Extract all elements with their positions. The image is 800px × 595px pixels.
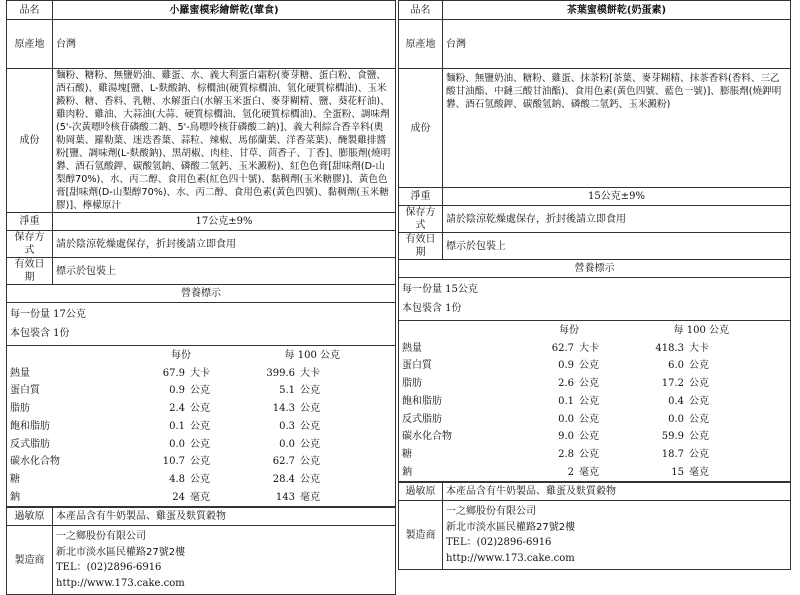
name-label: 品名 xyxy=(7,1,53,20)
manufacturer-info xyxy=(443,501,791,570)
servings-per-pack: 本包裝含 1份 xyxy=(402,303,462,314)
nutrition-grid xyxy=(7,346,395,506)
nutrient-per-100g: 15 xyxy=(671,466,684,478)
allergen-label: 過敏原 xyxy=(7,508,53,526)
nutrient-per-100g: 62.7 xyxy=(272,456,295,468)
storage-label: 保存方式 xyxy=(399,206,443,233)
nutrient-per-serving: 2 xyxy=(567,466,574,478)
nutrition-grid xyxy=(399,321,790,481)
origin-value: 台灣 xyxy=(443,20,791,69)
nutrient-name: 糖 xyxy=(402,448,412,460)
ingredients-label: 成份 xyxy=(7,69,53,213)
serving-size: 每一份量 17公克 xyxy=(10,309,86,320)
allergen-label: 過敏原 xyxy=(399,483,443,501)
nutrient-per-serving: 0.1 xyxy=(169,420,185,432)
nutrient-name: 飽和脂肪 xyxy=(10,420,50,432)
ingredients-label: 成份 xyxy=(399,69,443,188)
spec-table xyxy=(6,0,396,303)
nutrient-unit: 公克 xyxy=(579,413,599,425)
nutrient-name: 熱量 xyxy=(402,342,422,354)
nutrient-per-100g: 0.4 xyxy=(668,395,684,407)
nutrient-name: 蛋白質 xyxy=(402,360,432,372)
nutrient-per-serving: 0.1 xyxy=(558,395,574,407)
nutrient-per-serving: 62.7 xyxy=(551,342,574,354)
nutrient-unit: 公克 xyxy=(689,448,709,460)
manufacturer-info xyxy=(53,526,396,595)
nutrient-unit: 大卡 xyxy=(579,342,599,354)
nutrient-unit: 公克 xyxy=(689,378,709,390)
nutrient-per-100g: 18.7 xyxy=(661,448,684,460)
nutrient-unit: 公克 xyxy=(689,360,709,372)
manufacturer-tel: TEL：(02)2896-6916 xyxy=(56,562,162,574)
nutrient-per-serving: 0.9 xyxy=(169,385,185,397)
nutrient-unit: 公克 xyxy=(300,385,320,397)
nutrient-name: 碳水化合物 xyxy=(402,431,452,443)
expiry-label: 有效日期 xyxy=(399,233,443,260)
nutrient-per-100g: 28.4 xyxy=(272,473,295,485)
serving-info xyxy=(399,278,790,321)
nutrient-unit: 公克 xyxy=(190,456,210,468)
footer-table xyxy=(398,482,791,570)
ingredients-value: 麵粉、無鹽奶油、糖粉、雞蛋、抹茶粉[茶葉、麥芽糊精、抹茶香料(香料、三乙酸甘油酯、中鏈三酸甘油酯)、食用色素(黃色四號、藍色一號)]、膨脹劑(燒鉀明礬、酒石氫酸鉀、碳酸氫鈉、磷酸二氫鈣、玉米澱粉) xyxy=(443,69,791,188)
nutrient-unit: 毫克 xyxy=(579,466,599,478)
allergen-value: 本產品含有牛奶製品、雞蛋及麩質穀物 xyxy=(53,508,396,526)
nutrient-per-100g: 0.0 xyxy=(279,438,295,450)
per-serving-header: 每份 xyxy=(559,325,579,336)
nutrient-unit: 公克 xyxy=(300,473,320,485)
nutrient-per-serving: 4.8 xyxy=(169,473,185,485)
per-serving-header: 每份 xyxy=(171,350,191,361)
servings-per-pack: 本包裝含 1份 xyxy=(10,328,70,339)
manufacturer-address: 新北市淡水區民權路27號2樓 xyxy=(446,521,576,533)
nutrition-title: 營養標示 xyxy=(399,260,791,278)
nutrient-per-100g: 143 xyxy=(275,491,295,503)
footer-table xyxy=(6,507,396,595)
nutrient-name: 反式脂肪 xyxy=(402,413,442,425)
nutrient-per-serving: 0.9 xyxy=(558,360,574,372)
net-weight-value: 15公克±9% xyxy=(443,188,791,206)
nutrient-per-serving: 67.9 xyxy=(162,367,185,379)
nutrient-name: 反式脂肪 xyxy=(10,438,50,450)
manufacturer-address: 新北市淡水區民權路27號2樓 xyxy=(56,546,186,558)
nutrient-name: 糖 xyxy=(10,473,20,485)
nutrient-per-100g: 0.3 xyxy=(279,420,295,432)
nutrient-per-100g: 418.3 xyxy=(655,342,684,354)
nutrient-unit: 公克 xyxy=(689,413,709,425)
allergen-value: 本產品含有牛奶製品、雞蛋及麩質穀物 xyxy=(443,483,791,501)
nutrient-per-serving: 2.6 xyxy=(558,378,574,390)
nutrient-per-100g: 14.3 xyxy=(272,403,295,415)
nutrient-per-serving: 0.0 xyxy=(169,438,185,450)
nutrient-unit: 公克 xyxy=(579,431,599,443)
nutrient-unit: 公克 xyxy=(689,395,709,407)
nutrient-unit: 公克 xyxy=(190,438,210,450)
nutrient-unit: 毫克 xyxy=(300,491,320,503)
nutrient-unit: 公克 xyxy=(579,360,599,372)
per-100g-header: 每 100 公克 xyxy=(284,350,340,361)
manufacturer-company: 一之鄉股份有限公司 xyxy=(446,506,536,518)
nutrient-unit: 公克 xyxy=(190,473,210,485)
manufacturer-label: 製造商 xyxy=(7,526,53,595)
nutrient-per-100g: 0.0 xyxy=(668,413,684,425)
storage-label: 保存方式 xyxy=(7,231,53,258)
nutrient-per-100g: 17.2 xyxy=(661,378,684,390)
expiry-label: 有效日期 xyxy=(7,258,53,285)
serving-info xyxy=(7,303,395,346)
manufacturer-url: http://www.173.cake.com xyxy=(56,577,185,589)
nutrient-name: 鈉 xyxy=(10,491,20,503)
nutrient-per-serving: 0.0 xyxy=(558,413,574,425)
product-name: 小羅蜜模彩繪餅乾(葷食) xyxy=(53,1,396,20)
manufacturer-tel: TEL：(02)2896-6916 xyxy=(446,537,552,549)
nutrient-unit: 公克 xyxy=(579,378,599,390)
nutrient-per-serving: 10.7 xyxy=(162,456,185,468)
manufacturer-company: 一之鄉股份有限公司 xyxy=(56,531,146,543)
nutrient-name: 蛋白質 xyxy=(10,385,40,397)
nutrient-name: 熱量 xyxy=(10,367,30,379)
serving-size: 每一份量 15公克 xyxy=(402,284,478,295)
product-sheet-left xyxy=(6,0,396,595)
nutrient-name: 脂肪 xyxy=(10,403,30,415)
per-100g-header: 每 100 公克 xyxy=(673,325,729,336)
nutrition-panel xyxy=(398,278,791,482)
nutrient-unit: 公克 xyxy=(300,438,320,450)
manufacturer-label: 製造商 xyxy=(399,501,443,570)
nutrient-per-serving: 2.4 xyxy=(169,403,185,415)
net-weight-label: 淨重 xyxy=(399,188,443,206)
nutrition-panel xyxy=(6,303,396,507)
nutrient-unit: 公克 xyxy=(190,385,210,397)
nutrient-per-100g: 5.1 xyxy=(279,385,295,397)
nutrient-unit: 公克 xyxy=(300,420,320,432)
nutrition-title: 營養標示 xyxy=(7,285,396,303)
storage-value: 請於陰涼乾燥處保存，折封後請立即食用 xyxy=(443,206,791,233)
name-label: 品名 xyxy=(399,1,443,20)
nutrient-unit: 公克 xyxy=(300,456,320,468)
net-weight-label: 淨重 xyxy=(7,213,53,231)
nutrient-unit: 公克 xyxy=(579,395,599,407)
product-sheet-right xyxy=(398,0,791,570)
expiry-value: 標示於包裝上 xyxy=(443,233,791,260)
storage-value: 請於陰涼乾燥處保存，折封後請立即食用 xyxy=(53,231,396,258)
origin-label: 原產地 xyxy=(7,20,53,69)
nutrient-name: 碳水化合物 xyxy=(10,456,60,468)
expiry-value: 標示於包裝上 xyxy=(53,258,396,285)
nutrient-per-serving: 2.8 xyxy=(558,448,574,460)
ingredients-value: 麵粉、糖粉、無鹽奶油、雞蛋、水、義大利蛋白霜粉(麥芽糖、蛋白粉、食鹽、酒石酸)、雞湯塊[鹽、L-麩酸鈉、棕櫚油(硬質棕櫚油、氫化硬質棕櫚油)、玉米澱粉、糖、香料、乳糖、水解蛋白(水解玉米蛋白、麥芽糊精、鹽、葵花籽油)、雞肉粉、雞油、大蒜油(大蒜、硬質棕櫚油、氫化硬質棕櫚油)、全蛋粉、調味劑(5'-次黃嘌呤核苷磷酸二鈉、5'-鳥嘌呤核苷磷酸二鈉)]、義大利綜合香辛料(奧勒岡葉、羅勒葉、迷迭香葉、蒜粒、辣椒、馬郁蘭葉、洋香菜葉)、醃製雞排醬粉[鹽、調味劑(L-麩酸鈉)、黑胡椒、肉桂、甘草、茴香子、丁香]、膨脹劑(燒明礬、酒石氫酸鉀、碳酸氫鈉、磷酸二氫鈣、玉米澱粉)、紅色色膏[甜味劑(D-山梨醇70%)、水、丙二醇、食用色素(紅色四十號)、黏稠劑(玉米糖膠)]、黃色色膏[甜味劑(D-山梨醇70%)、水、丙二醇、食用色素(黃色四號)、黏稠劑(玉米糖膠)]、檸檬原汁 xyxy=(53,69,396,213)
nutrient-unit: 公克 xyxy=(300,403,320,415)
nutrient-per-100g: 399.6 xyxy=(266,367,295,379)
nutrient-unit: 大卡 xyxy=(689,342,709,354)
nutrient-per-serving: 9.0 xyxy=(558,431,574,443)
nutrient-per-100g: 59.9 xyxy=(661,431,684,443)
origin-label: 原產地 xyxy=(399,20,443,69)
nutrient-unit: 公克 xyxy=(190,403,210,415)
nutrient-unit: 大卡 xyxy=(300,367,320,379)
product-name: 茶葉蜜模餅乾(奶蛋素) xyxy=(443,1,791,20)
net-weight-value: 17公克±9% xyxy=(53,213,396,231)
nutrient-unit: 毫克 xyxy=(689,466,709,478)
nutrient-unit: 公克 xyxy=(190,420,210,432)
nutrient-unit: 毫克 xyxy=(190,491,210,503)
nutrient-unit: 公克 xyxy=(689,431,709,443)
nutrient-unit: 公克 xyxy=(579,448,599,460)
manufacturer-url: http://www.173.cake.com xyxy=(446,552,575,564)
origin-value: 台灣 xyxy=(53,20,396,69)
nutrient-per-100g: 6.0 xyxy=(668,360,684,372)
nutrient-per-serving: 24 xyxy=(172,491,185,503)
nutrient-name: 鈉 xyxy=(402,466,412,478)
nutrient-unit: 大卡 xyxy=(190,367,210,379)
nutrient-name: 飽和脂肪 xyxy=(402,395,442,407)
spec-table xyxy=(398,0,791,278)
nutrient-name: 脂肪 xyxy=(402,378,422,390)
